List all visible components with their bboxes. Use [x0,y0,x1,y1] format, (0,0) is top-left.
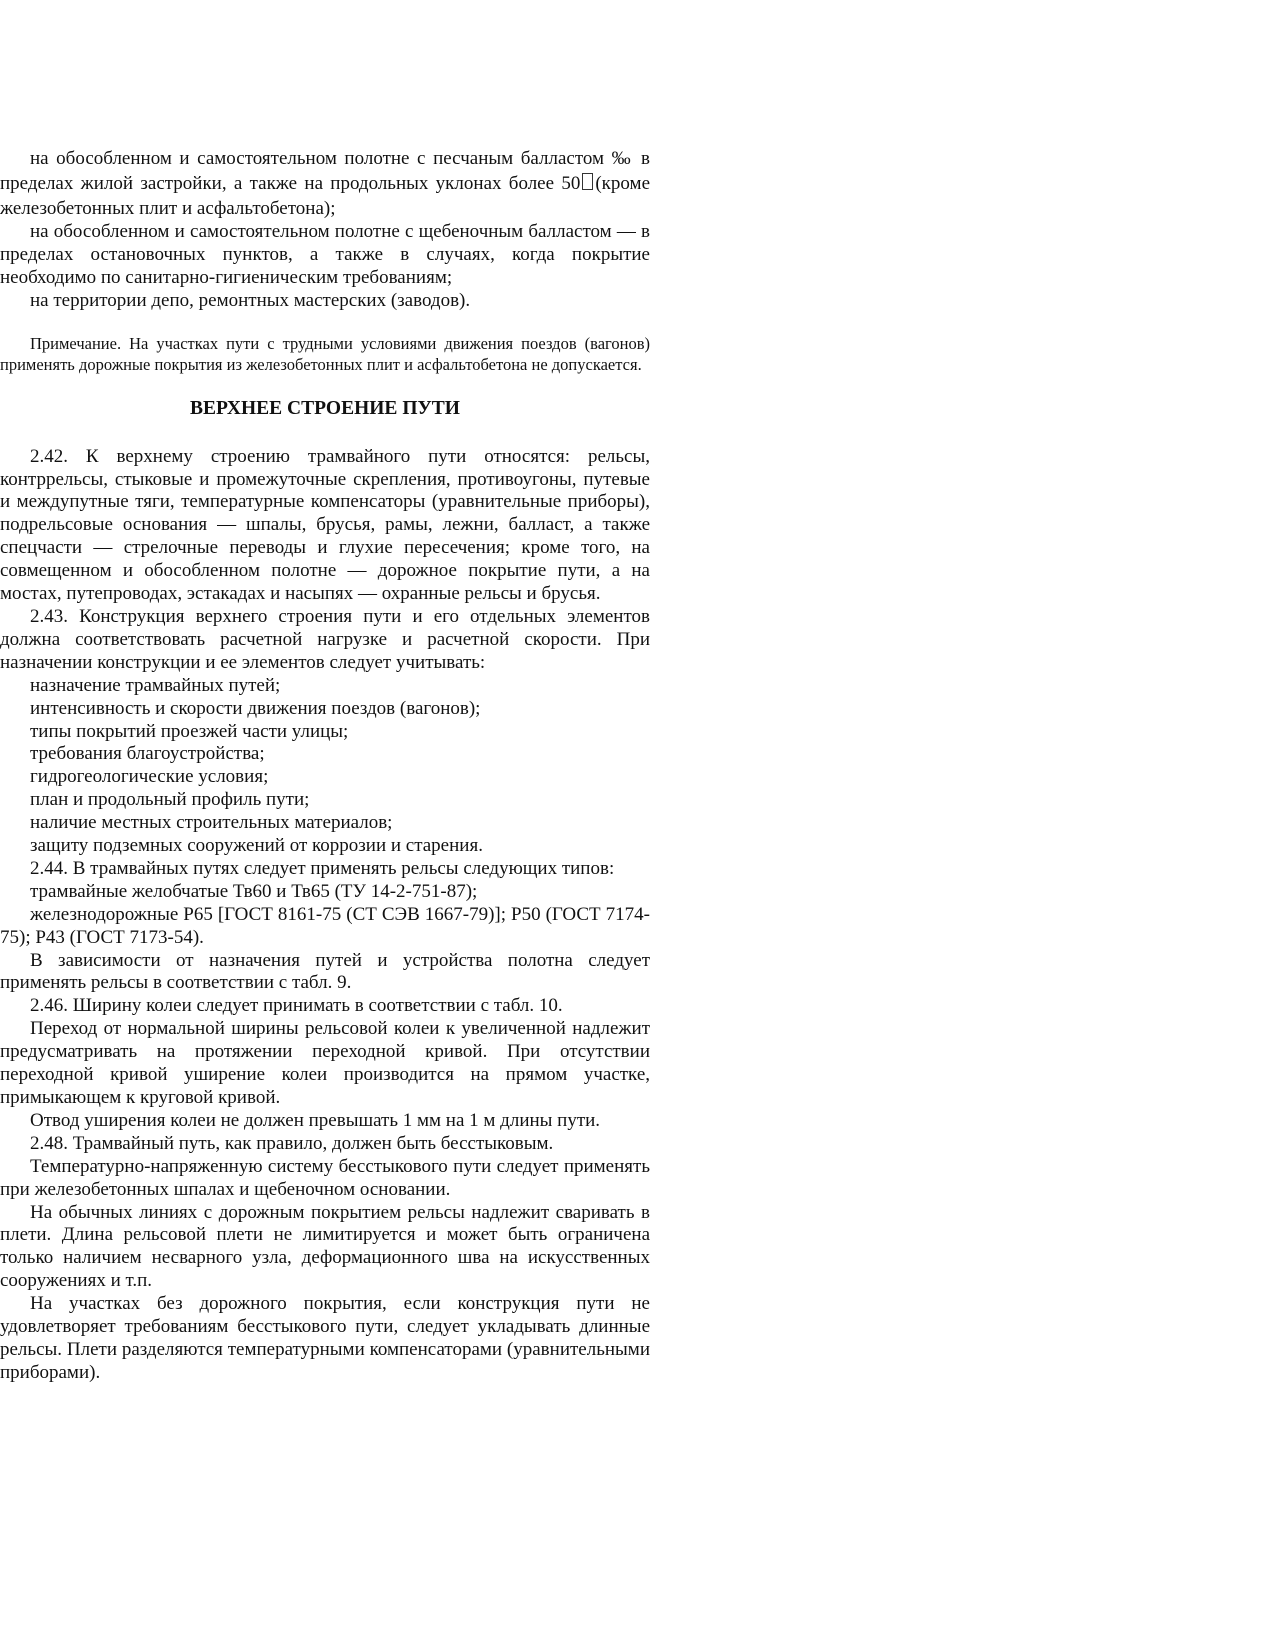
paragraph-crushed-stone: на обособленном и самостоятельном полотне с щебеночным балластом — в пределах остановочных пунктов, а также в случаях, когда покрытие необходимо по санитарно-гигиеническим требованиям; [0,221,650,288]
list-item: интенсивность и скорости движения поездов (вагонов); [30,697,481,719]
paragraph-2-46: 2.46. Ширину колеи следует принимать в соответствии с табл. 10. [30,995,563,1017]
missing-glyph-icon [582,173,593,190]
paragraph-widening: Отвод уширения колеи не должен превышать 1 мм на 1 м длины пути. [30,1109,601,1131]
paragraph-transition: Переход от нормальной ширины рельсовой колеи к увеличенной надлежит предусматривать на протяжении переходной кривой. При отсутствии переходной кривой уширение колеи производится на прямом участке, примыкающем к круговой кривой. [0,1018,650,1108]
list-item: защиту подземных сооружений от коррозии и старения. [30,835,483,857]
paragraph-2-43: 2.43. Конструкция верхнего строения пути и его отдельных элементов должна соответствовать расчетной нагрузке и расчетной скорости. При назначении конструкции и ее элементов следует учитывать: [0,605,650,673]
list-item: назначение трамвайных путей; [30,674,281,696]
paragraph-temperature: Температурно-напряженную систему бесстыкового пути следует применять при железобетонных шпалах и щебеночном основании. [0,1155,650,1200]
note-paragraph: Примечание. На участках пути с трудными условиями движения поездов (вагонов) применять дорожные покрытия из железобетонных плит и асфальтобетона не допускается. [0,333,650,374]
paragraph-long-rails: На участках без дорожного покрытия, если конструкция пути не удовлетворяет требованиям бесстыкового пути, следует укладывать длинные рельсы. Плети разделяются температурными компенсаторами (уравнительными приборами). [0,1293,650,1383]
paragraph-sand-ballast-text: на обособленном и самостоятельном полотне с песчаным балластом ‰ в пределах жилой застройки, а также на продольных уклонах более 50 [0,148,650,194]
paragraph-2-48: 2.48. Трамвайный путь, как правило, должен быть бесстыковым. [30,1132,554,1154]
list-item: наличие местных строительных материалов; [30,812,393,834]
list-item: план и продольный профиль пути; [30,789,310,811]
list-item: гидрогеологические условия; [30,766,269,788]
paragraph-2-42: 2.42. К верхнему строению трамвайного пути относятся: рельсы, контррельсы, стыковые и промежуточные скрепления, противоугоны, путевые и междупутные тяги, температурные компенсаторы (уравнительные приборы), подрельсовые основания — шпалы, брусья, рамы, лежни, балласт, а также спецчасти — стрелочные переводы и глухие пересечения; кроме того, на совмещенном и обособленном полотне — дорожное покрытие пути, а на мостах, путепроводах, эстакадах и насыпях — охранные рельсы и брусья. [0,445,650,605]
list-item: трамвайные желобчатые Тв60 и Тв65 (ТУ 14-2-751-87); [30,880,478,902]
section-heading: ВЕРХНЕЕ СТРОЕНИЕ ПУТИ [190,397,460,419]
paragraph-sand-ballast-tail: (кроме железобетонных плит и асфальтобетона); [0,173,650,219]
list-item: типы покрытий проезжей части улицы; [30,720,349,742]
list-item: требования благоустройства; [30,743,265,765]
paragraph-table-9: В зависимости от назначения путей и устройства полотна следует применять рельсы в соответствии с табл. 9. [0,949,650,994]
paragraph-depot: на территории депо, ремонтных мастерских (заводов). [30,289,471,311]
document-page [0,146,650,1385]
paragraph-sand-ballast [0,146,650,221]
list-item: железнодорожные Р65 [ГОСТ 8161-75 (СТ СЭВ 1667-79)]; Р50 (ГОСТ 7174-75); Р43 (ГОСТ 7173-54). [0,903,650,948]
paragraph-welding: На обычных линиях с дорожным покрытием рельсы надлежит сваривать в плети. Длина рельсовой плети не лимитируется и может быть ограничена только наличием несварного узла, деформационного шва на искусственных сооружениях и т.п. [0,1201,650,1292]
paragraph-2-44: 2.44. В трамвайных путях следует применять рельсы следующих типов: [30,857,615,879]
